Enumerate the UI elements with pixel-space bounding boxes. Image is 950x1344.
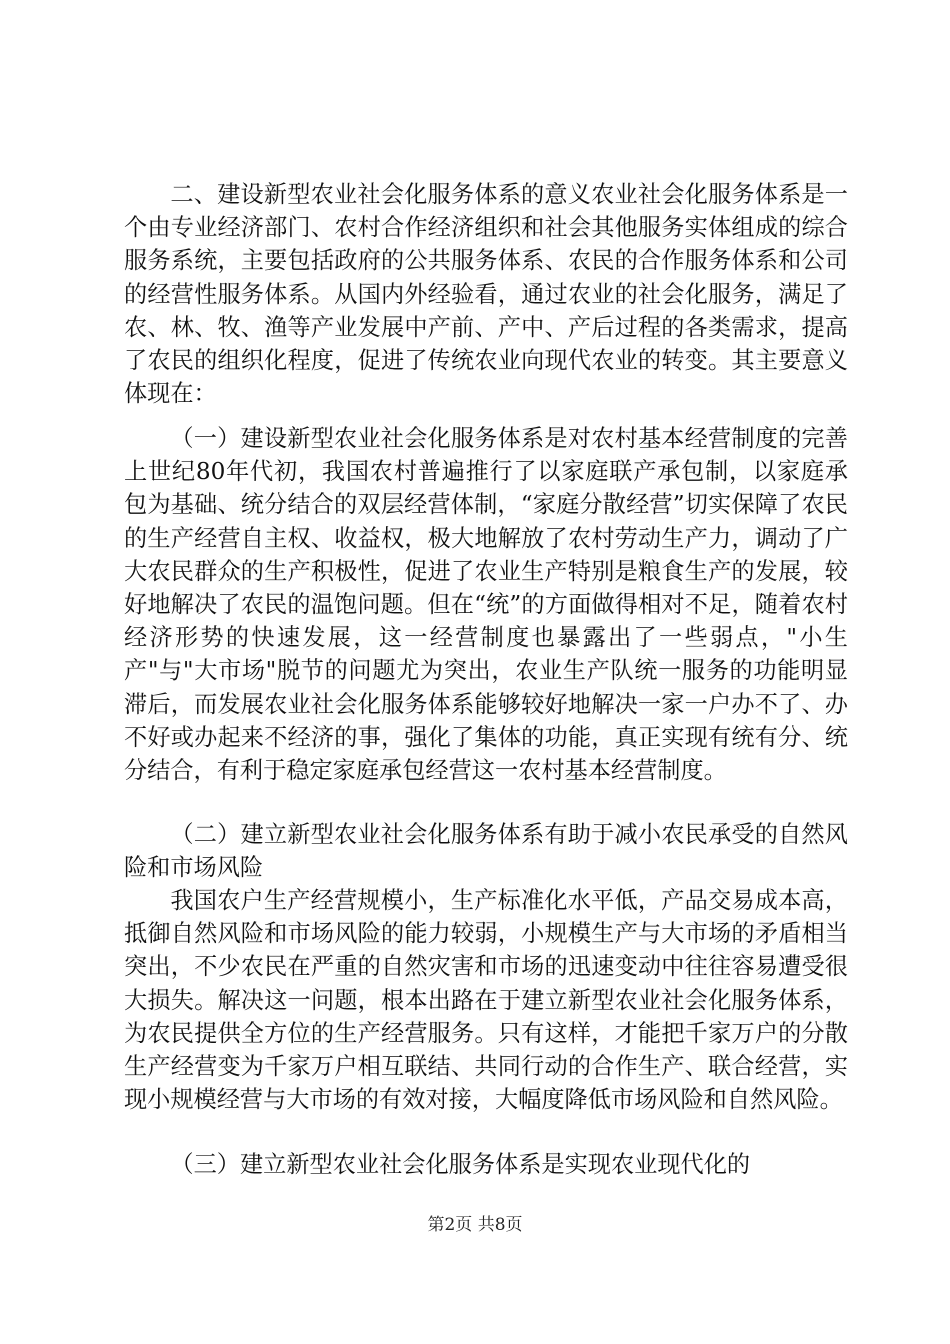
paragraph-section-one: （一）建设新型农业社会化服务体系是对农村基本经营制度的完善上世纪80年代初，我国农村普遍推行了以家庭联产承包制，以家庭承包为基础、统分结合的双层经营体制，“家庭分散经营”切实保障了农民的生产经营自主权、收益权，极大地解放了农村劳动生产力，调动了广大农民群众的生产积极性，促进了农业生产特别是粮食生产的发展，较好地解决了农民的温饱问题。但在“统”的方面做得相对不足，随着农村经济形势的快速发展，这一经营制度也暴露出了一些弱点，"小生产"与"大市场"脱节的问题尤为突出，农业生产队统一服务的功能明显滞后，而发展农业社会化服务体系能够较好地解决一家一户办不了、办不好或办起来不经济的事，强化了集体的功能，真正实现有统有分、统分结合，有利于稳定家庭承包经营这一农村基本经营制度。 [124,425,848,785]
paragraph-significance-intro: 二、建设新型农业社会化服务体系的意义农业社会化服务体系是一个由专业经济部门、农村合作经济组织和社会其他服务实体组成的综合服务系统，主要包括政府的公共服务体系、农民的合作服务体系和公司的经营性服务体系。从国内外经验看，通过农业的社会化服务，满足了农、林、牧、渔等产业发展中产前、产中、产后过程的各类需求，提高了农民的组织化程度，促进了传统农业向现代农业的转变。其主要意义体现在： [124,181,848,408]
paragraph-section-two-body: 我国农户生产经营规模小，生产标准化水平低，产品交易成本高，抵御自然风险和市场风险的能力较弱，小规模生产与大市场的矛盾相当突出，不少农民在严重的自然灾害和市场的迅速变动中往往容易遭受很大损失。解决这一问题，根本出路在于建立新型农业社会化服务体系，为农民提供全方位的生产经营服务。只有这样，才能把千家万户的分散生产经营变为千家万户相互联结、共同行动的合作生产、联合经营，实现小规模经营与大市场的有效对接，大幅度降低市场风险和自然风险。 [124,887,848,1114]
paragraph-section-three-heading: （三）建立新型农业社会化服务体系是实现农业现代化的 [170,1151,751,1178]
page-footer: 第2页 共8页 [427,1215,523,1235]
paragraph-section-two-heading: （二）建立新型农业社会化服务体系有助于减小农民承受的自然风险和市场风险 [124,821,848,882]
